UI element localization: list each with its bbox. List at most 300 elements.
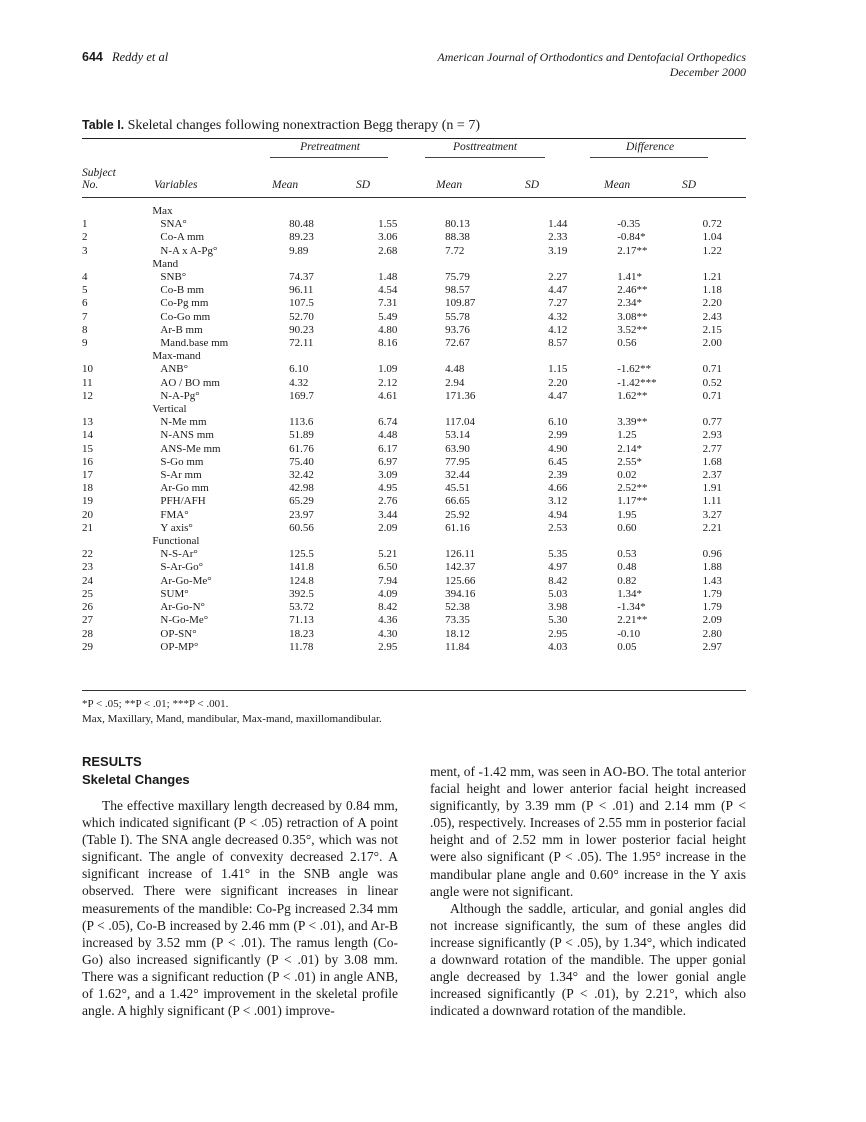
table-cell: 2.97 <box>702 640 722 653</box>
table-cell: 8.16 <box>378 337 398 350</box>
results-heading: RESULTS <box>82 754 142 769</box>
table-row <box>82 284 746 297</box>
table-cell: 60.56 <box>289 521 314 534</box>
group-subject-cell <box>82 403 152 416</box>
table-cell: N-Go-Me° <box>160 614 209 627</box>
table-cell: ANB° <box>160 363 189 376</box>
table-cell: 32.42 <box>289 469 314 482</box>
table-cell: 0.77 <box>702 416 722 429</box>
table-cell: FMA° <box>160 508 189 521</box>
table-cell: 75.40 <box>289 455 314 468</box>
table-row <box>82 390 746 403</box>
table-cell: 117.04 <box>445 416 475 429</box>
table-cell: 18 <box>82 482 93 495</box>
table-cell: Ar-Go-Me° <box>160 574 212 587</box>
results-paragraph-1: The effective maxillary length decreased by 0.84 mm, which indicated significant (P < .05) retraction of A point (Table I). The SNA angle decreased 0.35°, which was not significant. The angle of convexity decreased 2.17°. A significant increase of 1.41° in the SNB angle was observed. There were significant increases in linear measurements of the mandible: Co-Pg increased 2.34 mm (P < .05), Co-B increased by 2.46 mm (P < .01), and Ar-B increased by 3.52 mm (P < .01). The ramus length (Co-Go) also increased significantly (P < .01) by 3.08 mm. There was a significant reduction (P < .01) in angle ANB, of 1.62°, and a 1.42° improvement in the skeletal profile angle. A highly significant (P < .001) improve- <box>82 798 398 1019</box>
group-label: Mand <box>152 257 179 270</box>
table-cell: 4.32 <box>548 310 568 323</box>
table-cell: 80.48 <box>289 218 314 231</box>
table-cell: 2.95 <box>378 640 398 653</box>
table-cell: 2.37 <box>702 469 722 482</box>
table-cell: 89.23 <box>289 231 314 244</box>
table-cell: 392.5 <box>289 587 314 600</box>
group-pretreatment: Pretreatment <box>300 141 360 153</box>
table-cell: SNA° <box>160 218 187 231</box>
table-cell: 2.21 <box>702 521 722 534</box>
table-cell: 8 <box>82 323 88 336</box>
table-cell: 6 <box>82 297 88 310</box>
table-cell: 15 <box>82 442 93 455</box>
table-cell: 2.77 <box>702 442 722 455</box>
table-cell: 2.20 <box>548 376 568 389</box>
table-cell: S-Ar mm <box>160 469 202 482</box>
table-cell: 1.11 <box>702 495 722 508</box>
table-cell: 2.55* <box>617 455 642 468</box>
table-cell: 20 <box>82 508 93 521</box>
table-cell: Ar-Go-N° <box>160 601 205 614</box>
group-difference-rule <box>590 157 708 158</box>
table-cell: 25 <box>82 587 93 600</box>
table-cell: 125.5 <box>289 548 314 561</box>
table-cell: 2.43 <box>702 310 722 323</box>
table-cell: 53.14 <box>445 429 470 442</box>
table-cell: 0.05 <box>617 640 637 653</box>
table-cell: 4.32 <box>289 376 309 389</box>
table-row <box>82 601 746 614</box>
table-cell: 93.76 <box>445 323 470 336</box>
table-row <box>82 377 746 390</box>
table-cell: 71.13 <box>289 614 314 627</box>
table-cell: 1.04 <box>702 231 722 244</box>
table-cell: 2 <box>82 231 88 244</box>
table-cell: 2.80 <box>702 627 722 640</box>
table-cell: 5.21 <box>378 548 398 561</box>
table-cell: -1.34* <box>617 601 646 614</box>
skeletal-changes-table <box>82 205 746 654</box>
table-cell: 28 <box>82 627 93 640</box>
subject-header <box>82 167 116 191</box>
table-cell: 0.82 <box>617 574 637 587</box>
table-row <box>82 245 746 258</box>
table-cell: 0.72 <box>702 218 722 231</box>
table-cell: 1.43 <box>702 574 722 587</box>
table-cell: 9.89 <box>289 244 309 257</box>
group-posttreatment: Posttreatment <box>452 141 518 153</box>
table-cell: 124.8 <box>289 574 314 587</box>
subject-header-line2: No. <box>82 179 99 191</box>
group-label: Functional <box>152 535 200 548</box>
table-cell: 1.68 <box>702 455 722 468</box>
table-cell: 0.71 <box>702 363 722 376</box>
table-cell: 2.21** <box>617 614 648 627</box>
post-mean-header: Mean <box>436 179 463 191</box>
table-cell: -1.42*** <box>617 376 657 389</box>
table-cell: 16 <box>82 455 93 468</box>
table-header-rule <box>82 197 746 198</box>
table-bottom-rule <box>82 690 746 691</box>
table-cell: 2.27 <box>548 271 568 284</box>
table-cell: 66.65 <box>445 495 470 508</box>
footnote-abbreviations: Max, Maxillary, Mand, mandibular, Max-mand, maxillomandibular. <box>82 713 382 725</box>
diff-sd-header: SD <box>682 179 697 191</box>
table-cell: 3.09 <box>378 469 398 482</box>
table-row <box>82 297 746 310</box>
table-cell: 24 <box>82 574 93 587</box>
table-cell: 1.25 <box>617 429 637 442</box>
table-cell: 4.03 <box>548 640 568 653</box>
table-cell: 1.48 <box>378 271 398 284</box>
group-pretreatment-rule <box>270 157 388 158</box>
table-cell: 1.95 <box>617 508 637 521</box>
page-number: 644 <box>82 50 103 64</box>
table-row <box>82 429 746 442</box>
table-cell: Co-Go mm <box>160 310 211 323</box>
table-cell: 42.98 <box>289 482 314 495</box>
table-cell: 3.98 <box>548 601 568 614</box>
table-cell: 0.52 <box>702 376 722 389</box>
group-posttreatment-rule <box>425 157 545 158</box>
table-cell: ANS-Me mm <box>160 442 221 455</box>
post-sd-header: SD <box>525 179 540 191</box>
variables-header: Variables <box>154 179 198 191</box>
table-cell: 2.46** <box>617 284 648 297</box>
group-label: Max <box>152 205 173 217</box>
table-cell: 4.90 <box>548 442 568 455</box>
table-cell: 8.42 <box>378 601 398 614</box>
table-cell: SUM° <box>160 587 189 600</box>
table-cell: 1.21 <box>702 271 722 284</box>
pre-mean-header: Mean <box>272 179 299 191</box>
table-cell: 21 <box>82 521 93 534</box>
table-cell: 65.29 <box>289 495 314 508</box>
table-cell: 1.17** <box>617 495 648 508</box>
table-row <box>82 614 746 627</box>
table-cell: 1.62** <box>617 389 648 402</box>
table-cell: 6.50 <box>378 561 398 574</box>
table-cell: 29 <box>82 640 93 653</box>
table-cell: 7.72 <box>445 244 465 257</box>
table-cell: SNB° <box>160 271 187 284</box>
table-cell: 51.89 <box>289 429 314 442</box>
table-cell: 1.79 <box>702 601 722 614</box>
table-cell: 52.70 <box>289 310 314 323</box>
table-cell: 55.78 <box>445 310 470 323</box>
table-row <box>82 231 746 244</box>
table-cell: 4.95 <box>378 482 398 495</box>
running-header-left <box>82 50 168 65</box>
group-subject-cell <box>82 350 152 363</box>
table-cell: -1.62** <box>617 363 652 376</box>
group-label: Vertical <box>152 403 187 416</box>
table-cell: 4.36 <box>378 614 398 627</box>
table-cell: 2.17** <box>617 244 648 257</box>
table-cell: 1.44 <box>548 218 568 231</box>
table-cell: 2.09 <box>702 614 722 627</box>
table-cell: 6.74 <box>378 416 398 429</box>
table-label: Table I. <box>82 118 125 132</box>
table-cell: -0.84* <box>617 231 646 244</box>
table-cell: 98.57 <box>445 284 470 297</box>
table-cell: 4.48 <box>378 429 398 442</box>
table-cell: 10 <box>82 363 93 376</box>
table-cell: 5 <box>82 284 88 297</box>
table-cell: 3.06 <box>378 231 398 244</box>
table-cell: 4.48 <box>445 363 465 376</box>
table-cell: 2.00 <box>702 337 722 350</box>
table-group-row <box>82 535 746 548</box>
table-cell: 19 <box>82 495 93 508</box>
table-group-row <box>82 258 746 271</box>
table-cell: 11 <box>82 376 93 389</box>
table-cell: 45.51 <box>445 482 470 495</box>
table-row <box>82 416 746 429</box>
table-cell: 61.76 <box>289 442 314 455</box>
table-cell: -0.35 <box>617 218 641 231</box>
results-paragraph-3: Although the saddle, articular, and gonial angles did not increase significantly, the sum of these angles did increase significantly (P < .05), by 1.34°, which indicated a downward rotation of the mandible. The upper gonial angle decreased by 1.34° and the lower gonial angle increased significantly (P < .01), by 2.21°, which also indicated a downward rotation of the mandible. <box>430 900 746 1019</box>
table-cell: 4.80 <box>378 323 398 336</box>
table-cell: 6.45 <box>548 455 568 468</box>
group-subject-cell <box>82 258 152 271</box>
table-row <box>82 575 746 588</box>
table-group-row <box>82 205 746 218</box>
table-cell: S-Go mm <box>160 455 204 468</box>
table-cell: 1.22 <box>702 244 722 257</box>
table-row <box>82 482 746 495</box>
table-cell: 75.79 <box>445 271 470 284</box>
table-cell: N-A-Pg° <box>160 389 200 402</box>
table-cell: 23.97 <box>289 508 314 521</box>
table-cell: 14 <box>82 429 93 442</box>
table-cell: 2.93 <box>702 429 722 442</box>
table-cell: 141.8 <box>289 561 314 574</box>
results-paragraph-2: ment, of -1.42 mm, was seen in AO-BO. The total anterior facial height and lower anterior facial height increased significantly, by 3.39 mm (P < .01) and 2.14 mm (P < .05), respectively. Increases of 2.55 mm in posterior facial height and of 2.52 mm in lower posterior facial height were also significant (P < .05). The 1.95° increase in the mandibular plane angle and 0.60° increase in the Y axis angle were not significant. <box>430 764 746 899</box>
results-left-column <box>82 797 398 1019</box>
table-cell: 8.57 <box>548 337 568 350</box>
table-cell: 4.97 <box>548 561 568 574</box>
table-cell: 27 <box>82 614 93 627</box>
group-subject-cell <box>82 535 152 548</box>
skeletal-changes-subheading: Skeletal Changes <box>82 772 190 787</box>
table-footnotes <box>82 697 382 727</box>
table-cell: 6.97 <box>378 455 398 468</box>
table-cell: 0.56 <box>617 337 637 350</box>
table-row <box>82 522 746 535</box>
table-cell: 3 <box>82 244 88 257</box>
table-cell: 5.30 <box>548 614 568 627</box>
table-cell: 6.10 <box>289 363 309 376</box>
table-cell: 2.15 <box>702 323 722 336</box>
table-cell: 0.02 <box>617 469 637 482</box>
table-cell: Mand.base mm <box>160 337 229 350</box>
table-cell: 7.27 <box>548 297 568 310</box>
table-caption: Skeletal changes following nonextraction Begg therapy (n = 7) <box>127 118 480 133</box>
table-cell: 8.42 <box>548 574 568 587</box>
table-cell: 3.27 <box>702 508 722 521</box>
table-row <box>82 324 746 337</box>
table-group-row <box>82 350 746 363</box>
table-cell: Co-A mm <box>160 231 205 244</box>
table-cell: 2.39 <box>548 469 568 482</box>
table-cell: 2.94 <box>445 376 465 389</box>
table-cell: 88.38 <box>445 231 470 244</box>
group-label: Max-mand <box>152 350 201 363</box>
table-cell: N-A x A-Pg° <box>160 244 218 257</box>
table-cell: 2.99 <box>548 429 568 442</box>
diff-mean-header: Mean <box>604 179 631 191</box>
table-cell: 4.47 <box>548 284 568 297</box>
table-cell: 7 <box>82 310 88 323</box>
table-cell: 7.94 <box>378 574 398 587</box>
table-cell: 1 <box>82 218 88 231</box>
table-cell: 63.90 <box>445 442 470 455</box>
table-cell: 394.16 <box>445 587 476 600</box>
table-cell: Co-Pg mm <box>160 297 209 310</box>
table-row <box>82 456 746 469</box>
table-cell: 72.11 <box>289 337 314 350</box>
table-row <box>82 363 746 376</box>
table-cell: 80.13 <box>445 218 470 231</box>
results-right-column <box>430 763 746 1019</box>
table-cell: 1.18 <box>702 284 722 297</box>
table-cell: OP-SN° <box>160 627 197 640</box>
table-cell: N-Me mm <box>160 416 207 429</box>
table-row <box>82 218 746 231</box>
table-cell: 72.67 <box>445 337 470 350</box>
table-cell: 32.44 <box>445 469 470 482</box>
table-cell: 5.49 <box>378 310 398 323</box>
table-top-rule <box>82 138 746 139</box>
table-cell: 1.34* <box>617 587 642 600</box>
table-row <box>82 548 746 561</box>
table-cell: 109.87 <box>445 297 476 310</box>
journal-name: American Journal of Orthodontics and Dentofacial Orthopedics <box>437 50 746 64</box>
table-cell: 3.19 <box>548 244 568 257</box>
group-subject-cell <box>82 205 152 218</box>
table-cell: 1.15 <box>548 363 568 376</box>
table-cell: 3.39** <box>617 416 648 429</box>
table-cell: 169.7 <box>289 389 314 402</box>
table-row <box>82 588 746 601</box>
table-cell: 2.12 <box>378 376 398 389</box>
table-cell: 25.92 <box>445 508 470 521</box>
table-cell: 171.36 <box>445 389 476 402</box>
group-difference: Difference <box>625 141 675 153</box>
running-authors: Reddy et al <box>111 50 169 64</box>
table-cell: 4 <box>82 271 88 284</box>
table-row <box>82 337 746 350</box>
table-cell: 4.66 <box>548 482 568 495</box>
table-group-row <box>82 403 746 416</box>
table-cell: 1.41* <box>617 271 642 284</box>
table-cell: 26 <box>82 601 93 614</box>
table-cell: 126.11 <box>445 548 475 561</box>
table-cell: 4.47 <box>548 389 568 402</box>
table-cell: Ar-B mm <box>160 323 203 336</box>
table-body <box>82 205 746 654</box>
table-cell: 90.23 <box>289 323 314 336</box>
table-cell: 52.38 <box>445 601 470 614</box>
table-row <box>82 495 746 508</box>
table-cell: 17 <box>82 469 93 482</box>
table-cell: N-S-Ar° <box>160 548 198 561</box>
table-cell: 5.03 <box>548 587 568 600</box>
table-cell: 2.68 <box>378 244 398 257</box>
table-cell: AO / BO mm <box>160 376 220 389</box>
table-cell: 142.37 <box>445 561 476 574</box>
table-row <box>82 311 746 324</box>
table-cell: 4.54 <box>378 284 398 297</box>
table-cell: PFH/AFH <box>160 495 206 508</box>
table-cell: 6.10 <box>548 416 568 429</box>
table-cell: 125.66 <box>445 574 476 587</box>
table-cell: 18.23 <box>289 627 314 640</box>
table-cell: 2.33 <box>548 231 568 244</box>
subject-header-line1: Subject <box>82 167 116 179</box>
table-cell: 3.44 <box>378 508 398 521</box>
table-cell: 11.84 <box>445 640 470 653</box>
table-cell: 2.14* <box>617 442 642 455</box>
table-cell: S-Ar-Go° <box>160 561 204 574</box>
table-cell: 7.31 <box>378 297 398 310</box>
table-cell: 1.55 <box>378 218 398 231</box>
table-cell: 74.37 <box>289 271 314 284</box>
table-cell: 77.95 <box>445 455 470 468</box>
table-cell: 22 <box>82 548 93 561</box>
running-header-right <box>437 50 746 80</box>
table-cell: 1.88 <box>702 561 722 574</box>
table-cell: 4.30 <box>378 627 398 640</box>
table-cell: 6.17 <box>378 442 398 455</box>
issue-date: December 2000 <box>669 65 746 79</box>
table-cell: 3.12 <box>548 495 568 508</box>
table-cell: 2.52** <box>617 482 648 495</box>
table-cell: 2.76 <box>378 495 398 508</box>
table-cell: 53.72 <box>289 601 314 614</box>
table-cell: 0.53 <box>617 548 637 561</box>
table-row <box>82 561 746 574</box>
table-cell: Co-B mm <box>160 284 205 297</box>
table-cell: 2.95 <box>548 627 568 640</box>
table-cell: 1.09 <box>378 363 398 376</box>
table-cell: OP-MP° <box>160 640 199 653</box>
table-cell: 9 <box>82 337 88 350</box>
table-row <box>82 271 746 284</box>
table-cell: 1.91 <box>702 482 722 495</box>
table-cell: 3.52** <box>617 323 648 336</box>
table-row <box>82 509 746 522</box>
table-cell: 18.12 <box>445 627 470 640</box>
table-cell: 13 <box>82 416 93 429</box>
table-cell: 2.34* <box>617 297 642 310</box>
table-cell: 61.16 <box>445 521 470 534</box>
table-cell: 0.96 <box>702 548 722 561</box>
table-cell: 4.94 <box>548 508 568 521</box>
table-cell: 113.6 <box>289 416 314 429</box>
table-cell: 2.20 <box>702 297 722 310</box>
table-cell: Y axis° <box>160 521 193 534</box>
table-cell: 5.35 <box>548 548 568 561</box>
table-row <box>82 628 746 641</box>
table-cell: 3.08** <box>617 310 648 323</box>
table-cell: 23 <box>82 561 93 574</box>
table-cell: 0.48 <box>617 561 637 574</box>
table-cell: 0.60 <box>617 521 637 534</box>
table-cell: 2.09 <box>378 521 398 534</box>
table-cell: 12 <box>82 389 93 402</box>
table-cell: 73.35 <box>445 614 470 627</box>
table-title <box>82 118 480 134</box>
pre-sd-header: SD <box>356 179 371 191</box>
